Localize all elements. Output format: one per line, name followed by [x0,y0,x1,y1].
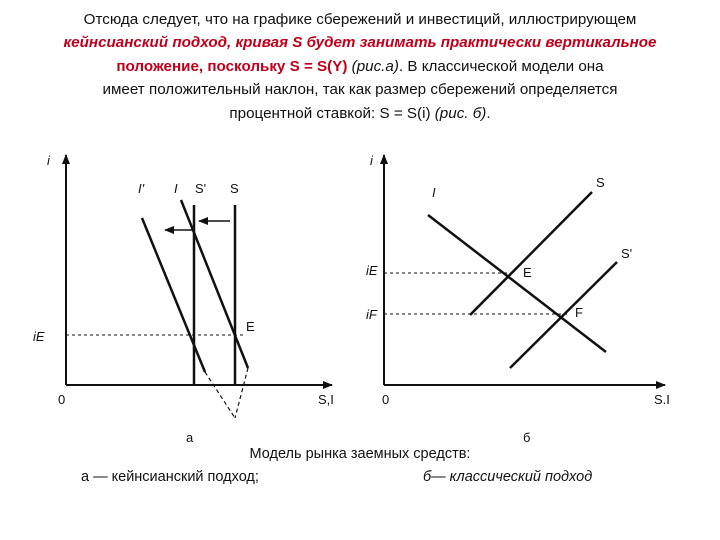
figure-caption-b: б— классический подход [423,469,593,485]
intro-line-3-emphasis: положение, поскольку S = S(Y) [116,57,348,75]
fig-a-label-I: I [174,181,178,196]
figure-a [33,153,334,445]
figure-caption-a: а — кейнсианский подход; [81,469,259,485]
fig-b-label-S: S [596,175,605,190]
intro-line-5-main: процентной ставкой: S = S(i) [229,104,435,122]
figure-b [366,153,670,445]
fig-a-x-label: S,I [318,392,334,407]
fig-a-I-prime-extension [205,372,235,418]
fig-b-curve-S [470,192,592,315]
intro-line-1: Отсюда следует, что на графике сбережений и инвестиций, иллюстрирующем [83,11,637,28]
fig-a-origin: 0 [58,392,66,407]
fig-a-I-extension [235,368,248,418]
intro-line-3-ref: (рис.а) [347,57,399,75]
fig-a-label-iE: iE [33,329,45,344]
fig-a-label-S: S [230,181,239,196]
fig-a-caption-letter: а [186,430,194,445]
intro-line-5-ref: (рис. б) [434,104,487,122]
fig-a-label-I-prime: I' [138,181,145,196]
intro-line-5-end: . [486,104,491,122]
fig-b-label-F: F [575,305,583,320]
fig-b-x-label: S.I [654,392,670,407]
fig-a-label-E: E [246,319,255,334]
fig-b-origin: 0 [382,392,390,407]
fig-b-label-E: E [523,265,532,280]
fig-b-label-S-prime: S' [621,246,633,261]
intro-line-3-rest: . В классической модели она [398,57,604,75]
fig-b-label-iF: iF [366,307,377,322]
intro-line-2: кейнсианский подход, кривая S будет занимать практически вертикальное [63,34,657,52]
fig-b-label-iE: iE [366,263,378,278]
fig-a-label-S-prime: S' [195,181,207,196]
fig-b-y-label: i [370,153,373,168]
figure-caption-title: Модель рынка заемных средств: [249,446,471,462]
fig-b-curve-I [428,215,606,352]
intro-line-4: имеет положительный наклон, так как размер сбережений определяется [102,81,618,99]
fig-b-label-I: I [432,185,436,200]
fig-b-caption-letter: б [523,430,531,445]
fig-a-curve-I [181,200,248,368]
fig-a-curve-I-prime [142,218,205,372]
fig-a-y-label: i [47,153,50,168]
